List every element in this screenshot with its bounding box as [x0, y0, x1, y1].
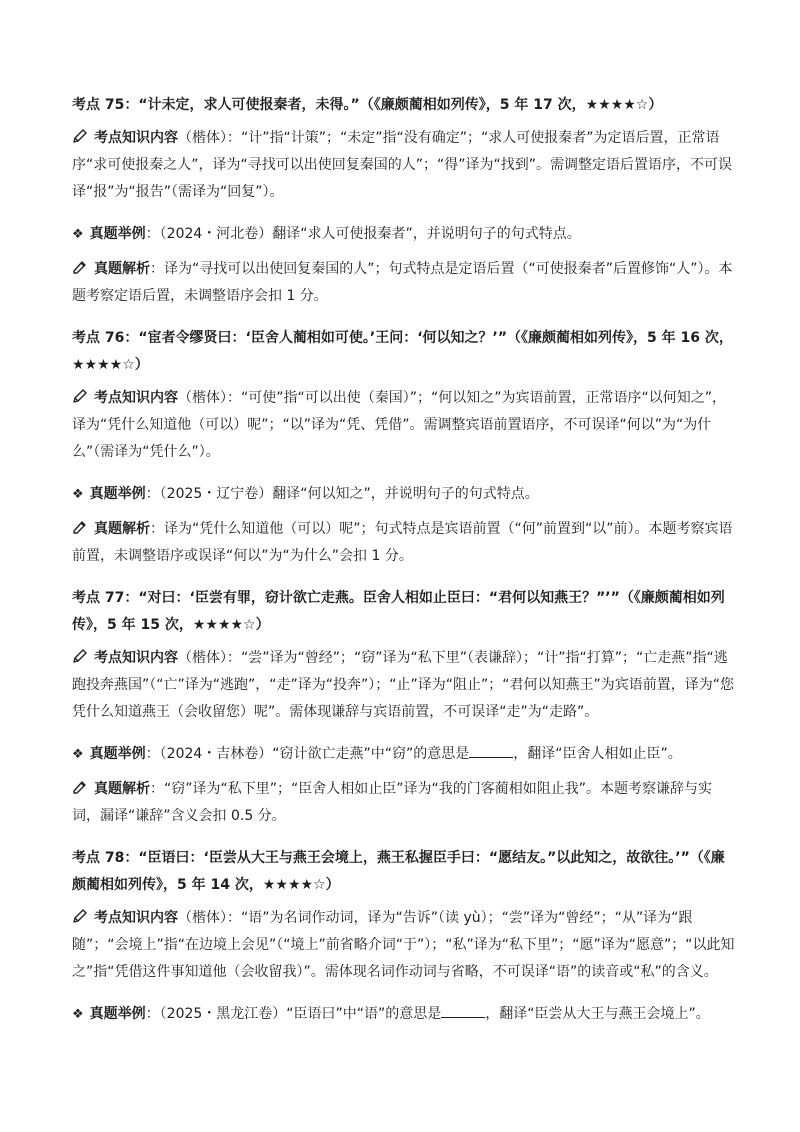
pencil-icon	[72, 128, 90, 144]
pencil-edit-icon	[72, 519, 90, 535]
analysis-text: ：译为“寻找可以出使回复秦国的人”；句式特点是定语后置（“可使报秦者”后置修饰“人”）。本题考察定语后置，未调整语序会扣 1 分。	[72, 261, 733, 304]
pencil-icon	[72, 648, 90, 664]
knowledge-text: （楷体）：“计”指“计策”；“未定”指“没有确定”；“求人可使报秦者”为定语后置，正常语序“求可使报秦之人”，译为“寻找可以出使回复秦国的人”；“得”译为“找到”。需调整定语后置语序，不可误译“报”为“报告”（需译为“回复”）。	[72, 130, 733, 200]
diamond-bullet-icon: ❖	[72, 227, 84, 242]
example-label: 真题举例	[89, 746, 146, 762]
exam-point-heading: 考点 75：“计未定，求人可使报秦者，未得。”（《廉颇蔺相如列传》，5 年 17 次，★★★★☆）	[72, 97, 663, 113]
example-label: 真题举例	[89, 486, 146, 502]
analysis-paragraph	[72, 776, 736, 830]
example-text: ：（2025・辽宁卷）翻译“何以知之”，并说明句子的句式特点。	[145, 486, 539, 502]
exam-point-76	[72, 325, 736, 570]
exam-point-77	[72, 585, 736, 830]
example-label: 真题举例	[89, 1006, 146, 1022]
example-label: 真题举例	[89, 226, 146, 242]
analysis-paragraph	[72, 256, 736, 310]
knowledge-text: （楷体）：“语”为名词作动词，译为“告诉”（读 yù）；“尝”译为“曾经”；“从”译为“跟随”；“会境上”指“在边境上会见”（“境上”前省略介词“于”）；“私”译为“私下里”；“愿”译为“愿意”；“以此知之”指“凭借这件事知道他（会收留我）”。需体现名词作动词与省略，不可误译“语”的读音或“私”的含义。	[72, 910, 735, 980]
exam-point-75	[72, 92, 736, 310]
knowledge-label: 考点知识内容	[94, 130, 178, 146]
analysis-paragraph	[72, 516, 736, 570]
answer-blank	[469, 745, 513, 758]
analysis-text: ：“窃”译为“私下里”；“臣舍人相如止臣”译为“我的门客蔺相如阻止我”。本题考察谦辞与实词，漏译“谦辞”含义会扣 0.5 分。	[72, 781, 713, 824]
diamond-bullet-icon: ❖	[72, 1007, 84, 1022]
pencil-icon	[72, 388, 90, 404]
knowledge-label: 考点知识内容	[94, 910, 178, 926]
knowledge-label: 考点知识内容	[94, 390, 178, 406]
analysis-label: 真题解析	[94, 261, 150, 277]
analysis-label: 真题解析	[94, 781, 150, 797]
exam-point-heading: 考点 78：“臣语曰：‘臣尝从大王与燕王会境上，燕王私握臣手曰：“愿结友。”以此知之，故欲往。’”（《廉颇蔺相如列传》，5 年 14 次，★★★★☆）	[72, 850, 725, 893]
analysis-text: ：译为“凭什么知道他（可以）呢”；句式特点是宾语前置（“何”前置到“以”前）。本题考察宾语前置，未调整语序或误译“何以”为“为什么”会扣 1 分。	[72, 521, 733, 564]
exam-point-heading: 考点 76：“宦者令缪贤曰：‘臣舍人蔺相如可使。’王问：‘何以知之？’”（《廉颇蔺相如列传》，5 年 16 次，★★★★☆）	[72, 330, 733, 373]
analysis-label: 真题解析	[94, 521, 150, 537]
example-text-before: ：（2024・吉林卷）“窃计欲亡走燕”中“窃”的意思是	[145, 746, 470, 762]
pencil-icon	[72, 908, 90, 924]
diamond-bullet-icon: ❖	[72, 487, 84, 502]
pencil-edit-icon	[72, 259, 90, 275]
exam-point-78	[72, 845, 736, 1028]
knowledge-paragraph	[72, 645, 736, 726]
knowledge-paragraph	[72, 905, 736, 986]
diamond-bullet-icon: ❖	[72, 747, 84, 762]
example-text-after: ，翻译“臣舍人相如止臣”。	[513, 746, 682, 762]
example-text: ：（2024・河北卷）翻译“求人可使报秦者”，并说明句子的句式特点。	[145, 226, 581, 242]
exam-point-heading: 考点 77：“对曰：‘臣尝有罪，窃计欲亡走燕。臣舍人相如止臣曰：“君何以知燕王？”’”（《廉颇蔺相如列传》，5 年 15 次，★★★★☆）	[72, 590, 725, 633]
example-text-before: ：（2025・黑龙江卷）“臣语曰”中“语”的意思是	[145, 1006, 442, 1022]
knowledge-text: （楷体）：“尝”译为“曾经”；“窃”译为“私下里”（表谦辞）；“计”指“打算”；“亡走燕”指“逃跑投奔燕国”（“亡”译为“逃跑”，“走”译为“投奔”）；“止”译为“阻止”；“君何以知燕王”为宾语前置，译为“您凭什么知道燕王（会收留您）呢”。需体现谦辞与宾语前置，不可误译“走”为“走路”。	[72, 650, 735, 720]
answer-blank	[441, 1005, 485, 1018]
knowledge-label: 考点知识内容	[94, 650, 178, 666]
knowledge-paragraph	[72, 125, 736, 206]
example-paragraph	[72, 1001, 736, 1028]
example-text-after: ，翻译“臣尝从大王与燕王会境上”。	[485, 1006, 710, 1022]
example-paragraph	[72, 481, 736, 508]
knowledge-paragraph	[72, 385, 736, 466]
example-paragraph	[72, 221, 736, 248]
example-paragraph	[72, 741, 736, 768]
knowledge-text: （楷体）：“可使”指“可以出使（秦国）”；“何以知之”为宾语前置，正常语序“以何知之”，译为“凭什么知道他（可以）呢”；“以”译为“凭、凭借”。需调整宾语前置语序，不可误译“何以”为“为什么”（需译为“凭什么”）。	[72, 390, 727, 460]
pencil-edit-icon	[72, 779, 90, 795]
